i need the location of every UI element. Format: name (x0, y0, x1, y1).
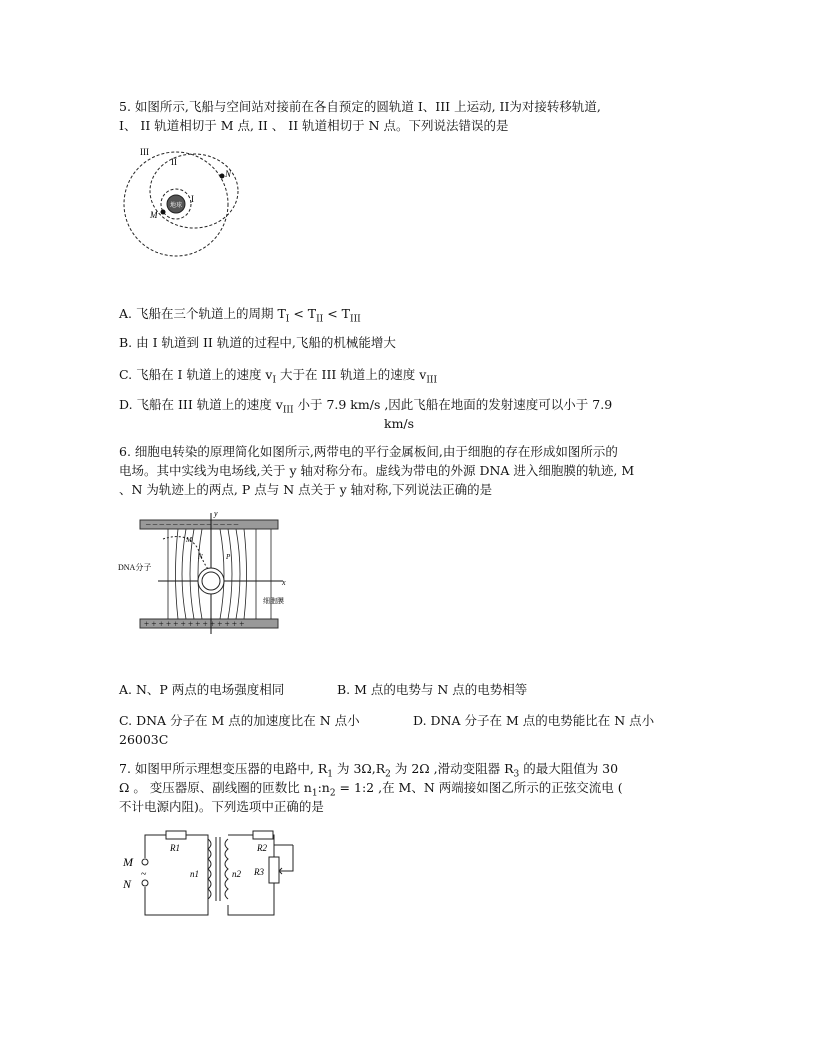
ac-symbol: ~ (141, 869, 147, 880)
resistor-r1 (166, 831, 186, 839)
label-m: M (150, 210, 158, 220)
label-dna: DNA分子 (118, 563, 152, 572)
svg-text:– – – – – – – – – – – – – –: – – – – – – – – – – – – – – (146, 519, 239, 529)
label-iii: III (140, 147, 149, 157)
transformer (208, 837, 228, 901)
q7-circuit-figure (118, 825, 308, 920)
q5-stem-line1: 5. 如图所示,飞船与空间站对接前在各自预定的圆轨道 I、III 上运动, II为对接转移轨道, (119, 99, 601, 114)
label-n2: n2 (232, 869, 241, 879)
label-n: N (198, 553, 203, 561)
slider-arrow (280, 845, 293, 871)
q6-stem-line3: 、N 为轨迹上的两点, P 点与 N 点关于 y 轴对称,下列说法正确的是 (119, 482, 493, 497)
rheostat-r3 (269, 857, 279, 883)
orbit-ii (150, 154, 238, 228)
q5-stem-line2: I、 II 轨道相切于 M 点, II 、 II 轨道相切于 N 点。下列说法错误的是 (119, 118, 509, 133)
terminal-n (142, 880, 148, 886)
q6-option-a: A. N、P 两点的电场强度相同 (119, 682, 285, 697)
q5-option-a: A. 飞船在三个轨道上的周期 $T_I < T_{II} < T_{III}$ (119, 306, 361, 325)
label-membrane: 细胞膜 (263, 597, 284, 605)
svg-text:+ + + + + + + + + + + + + +: + + + + + + + + + + + + + + (144, 619, 245, 629)
q6-stem-line1: 6. 细胞电转染的原理简化如图所示,两带电的平行金属板间,由于细胞的存在形成如图所示的 (119, 444, 618, 459)
earth-label: 地球 (169, 203, 183, 209)
point-m-dot (161, 210, 166, 215)
label-i: I (191, 194, 194, 204)
q6-option-c: C. DNA 分子在 M 点的加速度比在 N 点小 (119, 713, 360, 728)
label-n: N (225, 169, 232, 179)
q6-option-b: B. M 点的电势与 N 点的电势相等 (337, 682, 528, 697)
label-r2: R2 (257, 843, 267, 853)
label-x: x (282, 578, 286, 587)
q6-code: 26003C (119, 732, 169, 747)
label-m: M (123, 855, 133, 869)
label-p: P (226, 553, 231, 561)
label-r3: R3 (254, 867, 264, 877)
resistor-r2 (253, 831, 273, 839)
q7-stem-line3: 不计电源内阻)。下列选项中正确的是 (119, 799, 324, 814)
label-r1: R1 (170, 843, 180, 853)
label-y: y (214, 509, 218, 518)
q5-option-d: D. 飞船在 III 轨道上的速度 $v_{III}$ 小于 7.9 km/s ,因此飞船在地面的发射速度可以小于 7.9 (119, 397, 613, 416)
q6-field-figure (118, 509, 298, 639)
label-m: M (186, 536, 192, 544)
minus-signs (145, 519, 239, 529)
label-n: N (123, 877, 132, 891)
label-ii: II (171, 157, 177, 167)
q7-stem-line1: 7. 如图甲所示理想变压器的电路中, $R_1$ 为 $3\Omega,R_2$ 为 2Ω ,滑动变阻器 $R_3$ 的最大阻值为 30 (119, 761, 619, 780)
plus-signs (144, 619, 244, 629)
terminal-m (142, 859, 148, 865)
q7-stem-line2: Ω 。 变压器原、副线圈的匝数比 $n_1:n_2$ = 1:2 ,在 M、N 两端接如图乙所示的正弦交流电 ( (119, 780, 623, 799)
point-n-dot (220, 174, 225, 179)
q5-option-b: B. 由 I 轨道到 II 轨道的过程中,飞船的机械能增大 (119, 335, 396, 350)
label-n1: n1 (190, 869, 199, 879)
q5-orbit-figure (118, 144, 248, 264)
q5-option-d-cont: km/s (384, 416, 415, 431)
cell-inner (202, 572, 220, 590)
q6-option-d: D. DNA 分子在 M 点的电势能比在 N 点小 (413, 713, 655, 728)
q6-stem-line2: 电场。其中实线为电场线,关于 y 轴对称分布。虚线为带电的外源 DNA 进入细胞膜的轨迹, M (119, 463, 635, 478)
q5-option-c: C. 飞船在 I 轨道上的速度 $v_I$ 大于在 III 轨道上的速度 $v_{III}$ (119, 367, 438, 386)
